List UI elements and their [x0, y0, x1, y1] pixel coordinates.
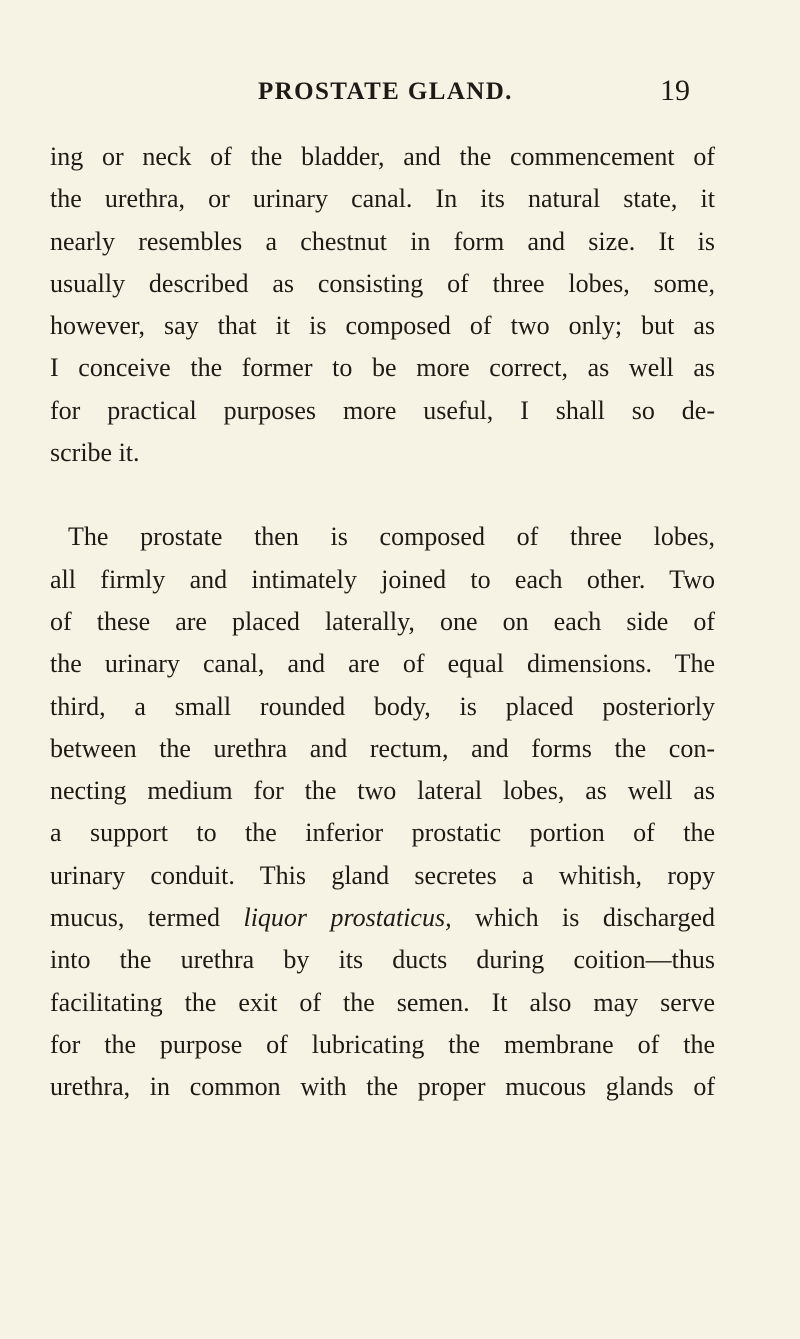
text-segment: mucus, termed: [50, 903, 244, 933]
text-line: into the urethra by its ducts during coition—thus: [50, 945, 715, 975]
paragraph-1: [50, 136, 715, 474]
text-line: facilitating the exit of the semen. It also may serve: [50, 987, 715, 1017]
page-number: 19: [660, 74, 690, 107]
text-line: I conceive the former to be more correct, as well as: [50, 353, 715, 383]
text-line: all firmly and intimately joined to each other. Two: [50, 564, 715, 594]
text-segment: which is discharged: [451, 903, 715, 933]
text-line: the urinary canal, and are of equal dimensions. The: [50, 649, 715, 679]
text-line: usually described as consisting of three lobes, some,: [50, 268, 715, 298]
text-line: urinary conduit. This gland secretes a whitish, ropy: [50, 860, 715, 890]
paragraph-break: [50, 474, 715, 516]
text-line: necting medium for the two lateral lobes, as well as: [50, 776, 715, 806]
running-head-title: PROSTATE GLAND.: [258, 78, 513, 105]
body-text: [50, 136, 715, 1109]
paragraph-2: [50, 516, 715, 1108]
text-line: of these are placed laterally, one on each side of: [50, 606, 715, 636]
running-head: [0, 70, 800, 114]
text-line: for practical purposes more useful, I shall so de-: [50, 395, 715, 425]
text-line: third, a small rounded body, is placed posteriorly: [50, 691, 715, 721]
text-line-with-italic: [50, 897, 715, 939]
text-line: urethra, in common with the proper mucous glands of: [50, 1072, 715, 1102]
text-line: nearly resembles a chestnut in form and size. It is: [50, 226, 715, 256]
text-line: however, say that it is composed of two only; but as: [50, 311, 715, 341]
latin-term: liquor prostaticus,: [243, 903, 452, 933]
text-line: for the purpose of lubricating the membrane of the: [50, 1029, 715, 1059]
text-line: ing or neck of the bladder, and the commencement of: [50, 142, 715, 171]
text-line: between the urethra and rectum, and forms the con-: [50, 733, 715, 763]
text-line: The prostate then is composed of three lobes,: [68, 522, 715, 552]
text-line: the urethra, or urinary canal. In its natural state, it: [50, 184, 715, 214]
text-line: a support to the inferior prostatic portion of the: [50, 818, 715, 848]
text-line: scribe it.: [50, 438, 140, 468]
